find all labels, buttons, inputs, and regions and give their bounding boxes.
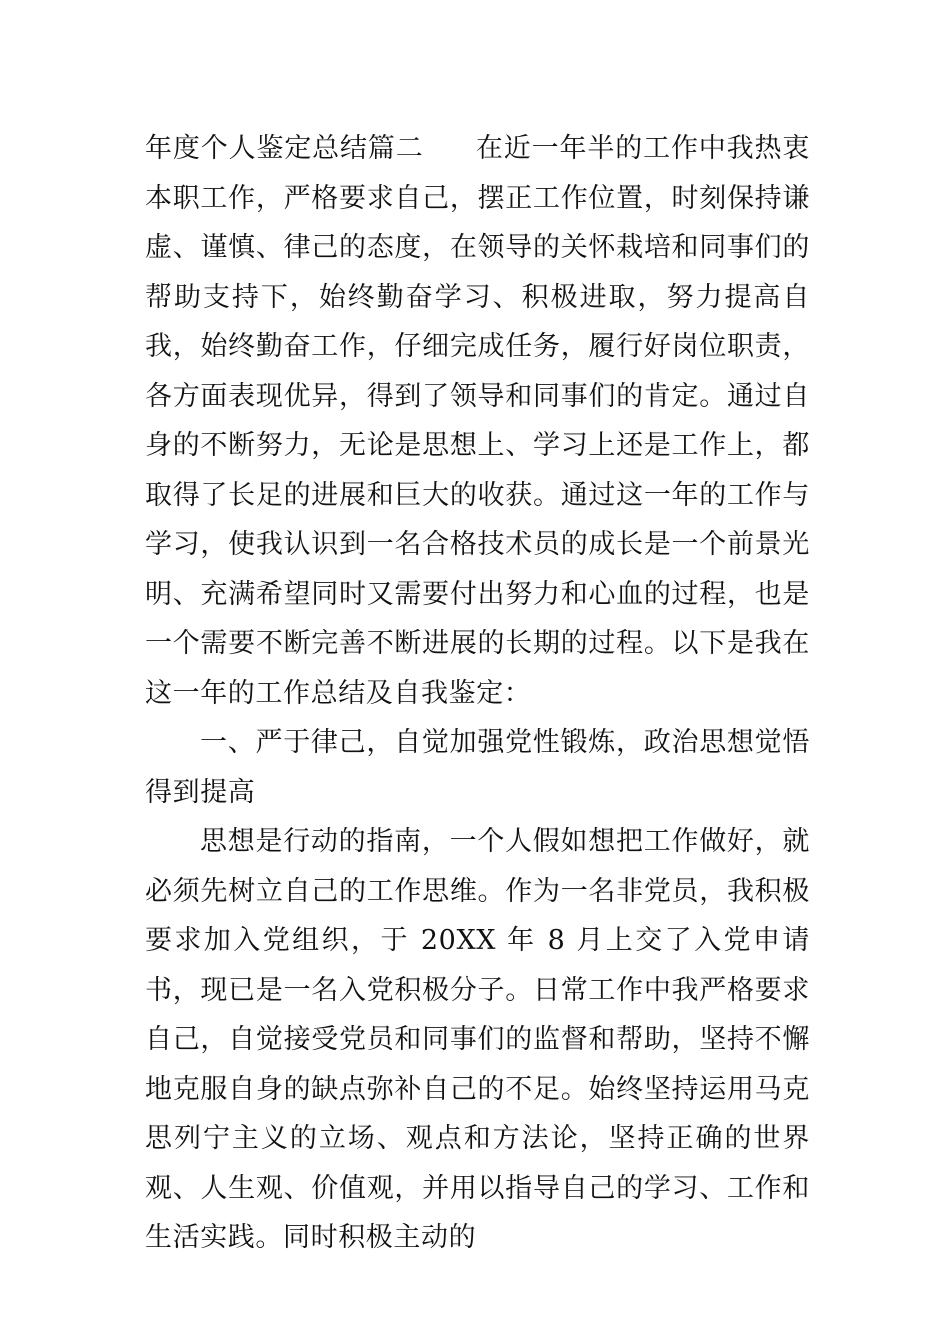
document-body (145, 124, 810, 1263)
section-heading-paragraph: 一、严于律己，自觉加强党性锻炼，政治思想觉悟得到提高 (145, 727, 810, 808)
intro-paragraph (145, 124, 810, 718)
intro-text: 在近一年半的工作中我热衷本职工作，严格要求自己，摆正工作位置，时刻保持谦虚、谨慎、律己的态度，在领导的关怀栽培和同事们的帮助支持下，始终勤奋学习、积极进取，努力提高自我，始终勤奋工作，仔细完成任务，履行好岗位职责，各方面表现优异，得到了领导和同事们的肯定。通过自身的不断努力，无论是思想上、学习上还是工作上，都取得了长足的进展和巨大的收获。通过这一年的工作与学习，使我认识到一名合格技术员的成长是一个前景光明、充满希望同时又需要付出努力和心血的过程，也是一个需要不断完善不断进展的长期的过程。以下是我在这一年的工作总结及自我鉴定： (145, 133, 811, 709)
document-heading: 年度个人鉴定总结篇二 (145, 133, 424, 164)
section-body-paragraph: 思想是行动的指南，一个人假如想把工作做好，就必须先树立自己的工作思维。作为一名非党员，我积极要求加入党组织，于 20XX 年 8 月上交了入党申请书，现已是一名入党积极分子。日常工作中我严格要求自己，自觉接受党员和同事们的监督和帮助，坚持不懈地克服自身的缺点弥补自己的不足。始终坚持运用马克思列宁主义的立场、观点和方法论，坚持正确的世界观、人生观、价值观，并用以指导自己的学习、工作和生活实践。同时积极主动的 (145, 826, 810, 1253)
